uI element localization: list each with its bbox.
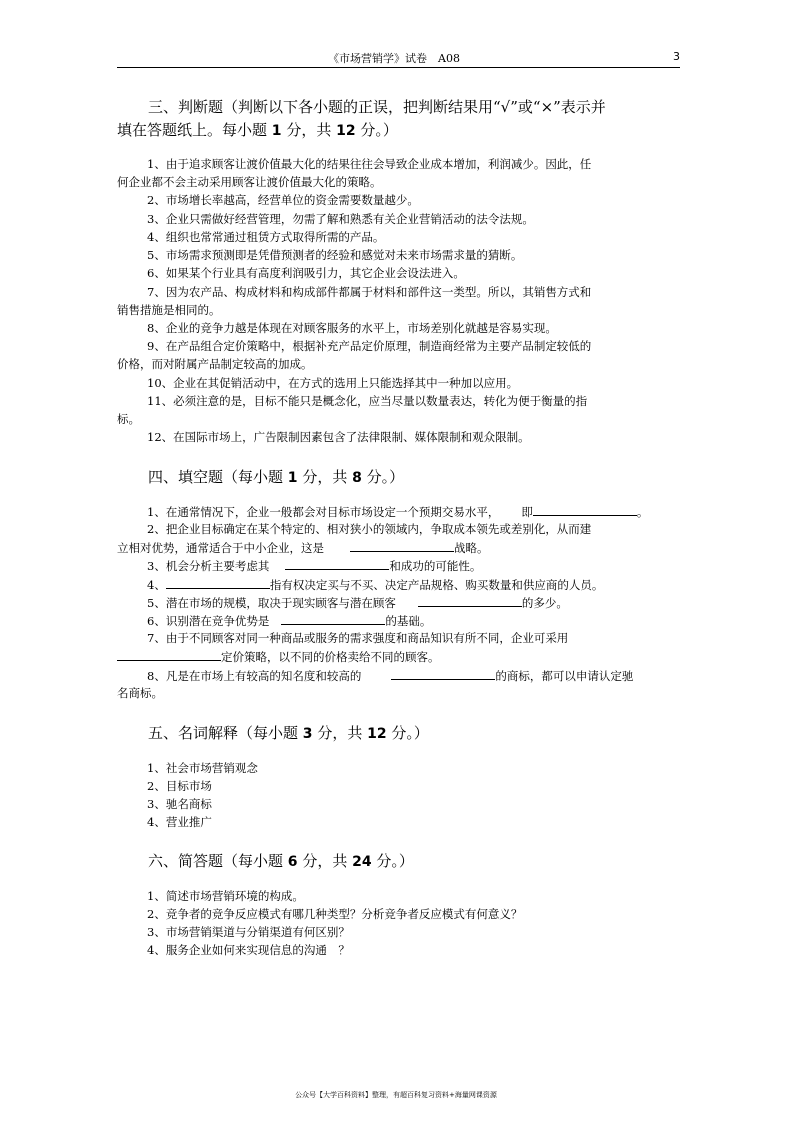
judge-item-2: 2、市场增长率越高，经营单位的资金需要数量越少。 (147, 193, 419, 207)
judge-item-4: 4、组织也常常通过租赁方式取得所需的产品。 (147, 230, 385, 244)
fill-item-5: 5、潜在市场的规模，取决于现实顾客与潜在顾客 的多少。 (147, 596, 568, 610)
term-item-2: 2、目标市场 (147, 779, 212, 793)
judge-item-5: 5、市场需求预测即是凭借预测者的经验和感觉对未来市场需求量的猜断。 (147, 248, 523, 262)
section-6-heading: 六、简答题（每小题 6 分，共 24 分。） (148, 852, 414, 870)
fill-item-3: 3、机会分析主要考虑其 和成功的可能性。 (147, 559, 482, 573)
answer-blank[interactable] (391, 668, 495, 680)
fill-item-2-line1: 2、把企业目标确定在某个特定的、相对狭小的领域内，争取成本领先或差别化，从而建 (147, 522, 592, 536)
footer-note: 公众号【大学百科资料】整理，有超百科复习资料+海量网课资源 (295, 1091, 497, 1099)
judge-item-7-line2: 销售措施是相同的。 (117, 303, 221, 317)
term-item-1: 1、社会市场营销观念 (147, 761, 258, 775)
short-answer-item-1: 1、简述市场营销环境的构成。 (147, 889, 304, 903)
answer-blank[interactable] (281, 613, 385, 625)
judge-item-7-line1: 7、因为农产品、构成材料和构成部件都属于材料和部件这一类型。所以，其销售方式和 (147, 285, 592, 299)
short-answer-item-4: 4、服务企业如何来实现信息的沟通 ？ (147, 943, 350, 957)
page-number: 3 (673, 50, 680, 63)
answer-blank[interactable] (418, 595, 522, 607)
answer-blank[interactable] (350, 540, 454, 552)
answer-blank[interactable] (533, 504, 637, 516)
judge-item-10: 10、企业在其促销活动中，在方式的选用上只能选择其中一种加以应用。 (147, 376, 519, 390)
fill-item-8-line2: 名商标。 (117, 686, 163, 700)
judge-item-11-line1: 11、必须注意的是，目标不能只是概念化，应当尽量以数量表达，转化为便于衡量的指 (147, 394, 588, 408)
section-3-heading-line2: 填在答题纸上。每小题 1 分，共 12 分。） (117, 121, 398, 139)
fill-item-7-line1: 7、由于不同顾客对同一种商品或服务的需求强度和商品知识有所不同，企业可采用 (147, 631, 569, 645)
fill-item-4: 4、 指有权决定买与不买、决定产品规格、购买数量和供应商的人员。 (147, 578, 604, 592)
fill-item-2-line2: 立相对优势，通常适合于中小企业，这是 战略。 (117, 541, 489, 555)
judge-item-3: 3、企业只需做好经营管理，勿需了解和熟悉有关企业营销活动的法令法规。 (147, 212, 534, 226)
judge-item-1-line2: 何企业都不会主动采用顾客让渡价值最大化的策略。 (117, 175, 382, 189)
short-answer-item-3: 3、市场营销渠道与分销渠道有何区别？ (147, 925, 350, 939)
judge-item-12: 12、在国际市场上，广告限制因素包含了法律限制、媒体限制和观众限制。 (147, 430, 530, 444)
section-4-heading: 四、填空题（每小题 1 分，共 8 分。） (148, 468, 405, 486)
term-item-4: 4、营业推广 (147, 815, 212, 829)
fill-item-1: 1、在通常情况下，企业一般都会对目标市场设定一个预期交易水平， 即 。 (147, 505, 649, 519)
judge-item-6: 6、如果某个行业具有高度利润吸引力，其它企业会设法进入。 (147, 266, 465, 280)
section-5-heading: 五、名词解释（每小题 3 分，共 12 分。） (148, 724, 429, 742)
short-answer-item-2: 2、竞争者的竞争反应模式有哪几种类型？分析竞争者反应模式有何意义？ (147, 907, 523, 921)
term-item-3: 3、驰名商标 (147, 797, 212, 811)
judge-item-1-line1: 1、由于追求顾客让渡价值最大化的结果往往会导致企业成本增加，利润减少。因此，任 (147, 157, 592, 171)
fill-item-6: 6、识别潜在竞争优势是 的基础。 (147, 614, 432, 628)
judge-item-9-line2: 价格，而对附属产品制定较高的加成。 (117, 357, 313, 371)
judge-item-11-line2: 标。 (117, 412, 140, 426)
judge-item-9-line1: 9、在产品组合定价策略中，根据补充产品定价原理，制造商经常为主要产品制定较低的 (147, 339, 592, 353)
fill-item-7-line2: 定价策略，以不同的价格卖给不同的顾客。 (117, 649, 440, 664)
answer-blank[interactable] (166, 577, 270, 589)
answer-blank[interactable] (117, 649, 221, 661)
exam-title: 《市场营销学》试卷 A08 (328, 52, 460, 65)
fill-item-8-line1: 8、凡是在市场上有较高的知名度和较高的 的商标，都可以申请认定驰 (147, 669, 634, 683)
section-3-heading-line1: 三、判断题（判断以下各小题的正误，把判断结果用“√”或“×”表示并 (148, 98, 606, 116)
judge-item-8: 8、企业的竞争力越是体现在对顾客服务的水平上，市场差别化就越是容易实现。 (147, 321, 557, 335)
page-header (117, 49, 680, 68)
answer-blank[interactable] (285, 558, 389, 570)
